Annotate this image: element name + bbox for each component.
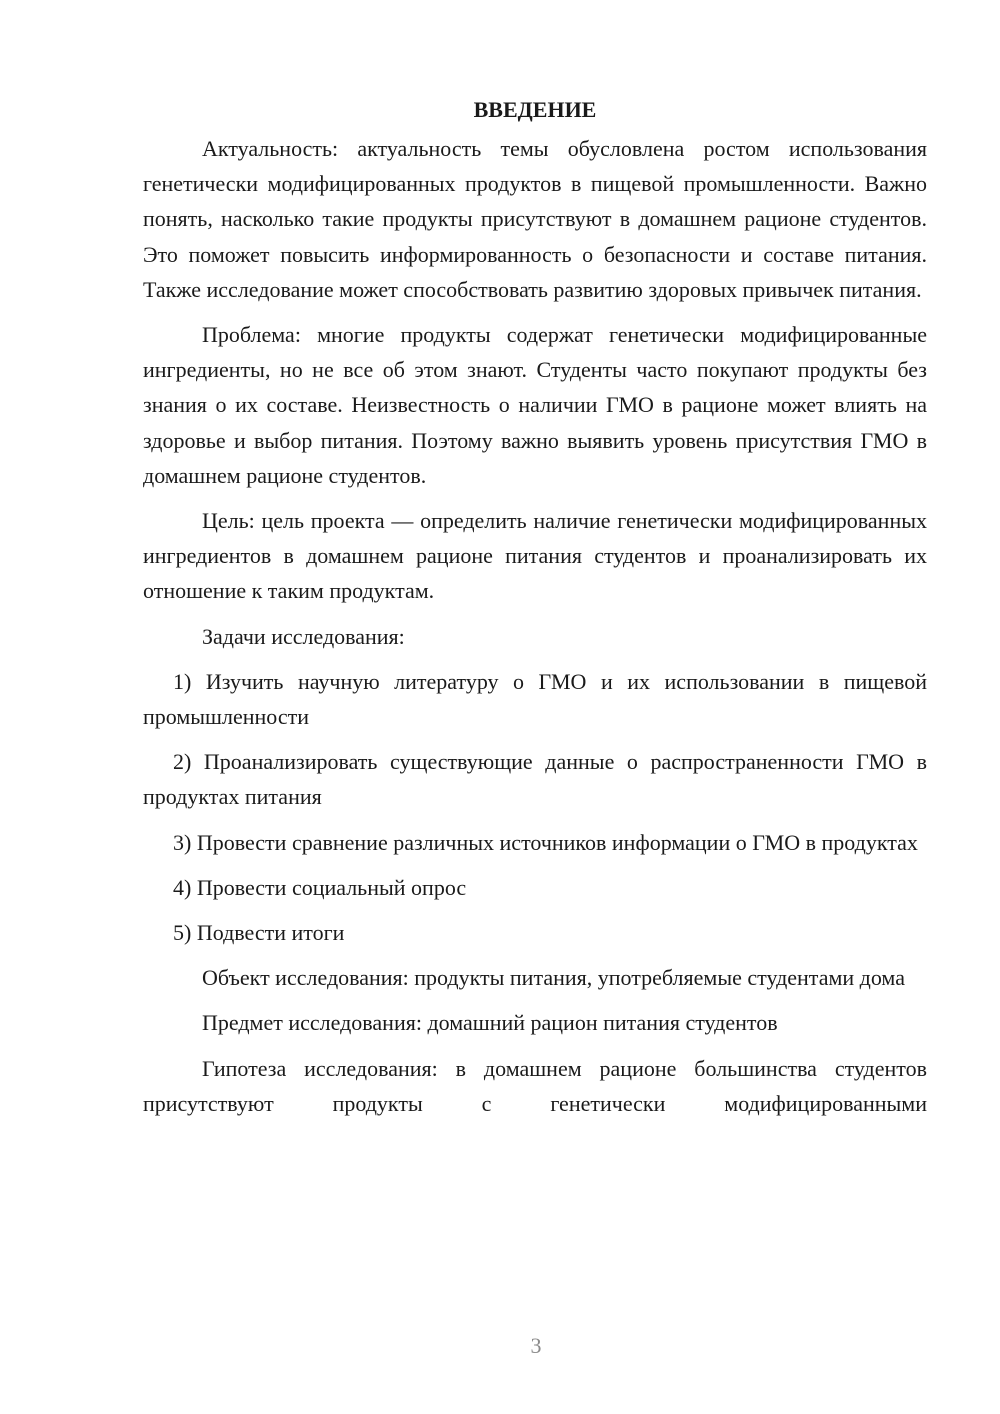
tasks-heading: Задачи исследования: [202, 623, 405, 649]
section-title: ВВЕДЕНИЕ [473, 97, 597, 122]
problem-paragraph: Проблема: многие продукты содержат генетически модифицированные ингредиенты, но не все об этом знают. Студенты часто покупают продукты без знания о их составе. Неизвестность о наличии ГМО в рационе может влиять на здоровье и выбор питания. Поэтому важно выявить уровень присутствия ГМО в домашнем рационе студентов. [143, 322, 927, 488]
page-number: 3 [530, 1333, 542, 1358]
relevance-paragraph: Актуальность: актуальность темы обусловлена ростом использования генетически модифицированных продуктов в пищевой промышленности. Важно понять, насколько такие продукты присутствуют в домашнем рационе студентов. Это поможет повысить информированность о безопасности и составе питания. Также исследование может способствовать развитию здоровых привычек питания. [143, 136, 927, 302]
hypothesis-paragraph: Гипотеза исследования: в домашнем рационе большинства студентов присутствуют продукты с генетически модифицированными [143, 1055, 927, 1116]
goal-paragraph: Цель: цель проекта — определить наличие генетически модифицированных ингредиентов в домашнем рационе питания студентов и проанализировать их отношение к таким продуктам. [143, 508, 927, 604]
list-item: 1) Изучить научную литературу о ГМО и их использовании в пищевой промышленности [143, 668, 927, 730]
list-item: 3) Провести сравнение различных источников информации о ГМО в продуктах [173, 829, 918, 855]
object-paragraph: Объект исследования: продукты питания, употребляемые студентами дома [202, 965, 905, 991]
list-item: 4) Провести социальный опрос [173, 874, 467, 900]
subject-paragraph: Предмет исследования: домашний рацион питания студентов [202, 1010, 778, 1036]
tasks-list [143, 664, 927, 950]
list-item: 2) Проанализировать существующие данные о распространенности ГМО в продуктах питания [143, 749, 927, 810]
list-item: 5) Подвести итоги [173, 920, 345, 946]
document-page [143, 92, 927, 1131]
